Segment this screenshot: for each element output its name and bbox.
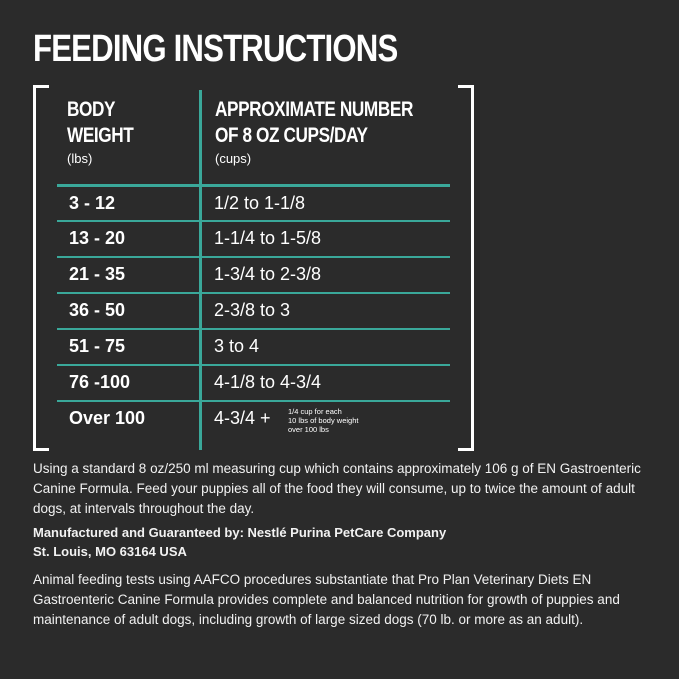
- row-amount: 1/2 to 1-1/8: [214, 193, 306, 213]
- row-weight: 21 - 35: [69, 264, 126, 284]
- table-row: [57, 292, 450, 328]
- header-cups: [215, 97, 456, 166]
- over-100-note-line2: 10 lbs of body weight: [288, 416, 359, 425]
- table-row: [57, 256, 450, 292]
- row-weight: 3 - 12: [69, 193, 116, 213]
- table-row: [57, 364, 450, 400]
- manufacturer-line1: Manufactured and Guaranteed by: Nestlé Purina PetCare Company: [33, 525, 447, 540]
- row-amount: 1-1/4 to 1-5/8: [214, 228, 322, 248]
- over-100-note-line3: over 100 lbs: [288, 425, 329, 434]
- header-body-weight: [67, 97, 148, 166]
- table-row: [57, 400, 450, 436]
- manufacturer-line2: St. Louis, MO 63164 USA: [33, 544, 187, 559]
- over-100-note: [288, 407, 368, 434]
- table-header: [57, 90, 450, 184]
- aafco-statement: Animal feeding tests using AAFCO procedures substantiate that Pro Plan Veterinary Diets EN Gastroenteric Canine Formula provides complete and balanced nutrition for growth of puppies and maintenance of adult dogs, including growth of large sized dogs (70 lb. or more as an adult).: [33, 572, 620, 627]
- row-amount: 1-3/4 to 2-3/8: [214, 264, 322, 284]
- row-amount: 4-3/4 +: [214, 408, 271, 428]
- feeding-table: [57, 90, 450, 436]
- row-amount: 3 to 4: [214, 336, 260, 356]
- header-cups-unit: (cups): [215, 151, 252, 166]
- row-amount: 2-3/8 to 3: [214, 300, 291, 320]
- feeding-paragraph: Using a standard 8 oz/250 ml measuring cup which contains approximately 106 g of EN Gastroenteric Canine Formula. Feed your puppies all of the food they will consume, up to twice the amount of adult dogs, at intervals throughout the day.: [33, 461, 641, 516]
- row-weight: Over 100: [69, 408, 146, 428]
- row-weight: 51 - 75: [69, 336, 126, 356]
- row-amount: 4-1/8 to 4-3/4: [214, 372, 322, 392]
- row-weight: 76 -100: [69, 372, 131, 392]
- table-row: [57, 184, 450, 220]
- row-weight: 36 - 50: [69, 300, 126, 320]
- table-row: [57, 328, 450, 364]
- over-100-note-line1: 1/4 cup for each: [288, 407, 342, 416]
- header-cups-line1: APPROXIMATE NUMBER: [215, 98, 413, 121]
- right-bracket: [458, 85, 474, 451]
- left-bracket: [33, 85, 49, 451]
- header-body-weight-unit: (lbs): [67, 151, 93, 166]
- header-body-weight-line2: WEIGHT: [67, 124, 134, 147]
- header-body-weight-line1: BODY: [67, 98, 116, 121]
- page-title: FEEDING INSTRUCTIONS: [33, 28, 398, 70]
- row-weight: 13 - 20: [69, 228, 126, 248]
- table-row: [57, 220, 450, 256]
- header-cups-line2: OF 8 OZ CUPS/DAY: [215, 124, 368, 147]
- manufacturer-info: [33, 523, 647, 561]
